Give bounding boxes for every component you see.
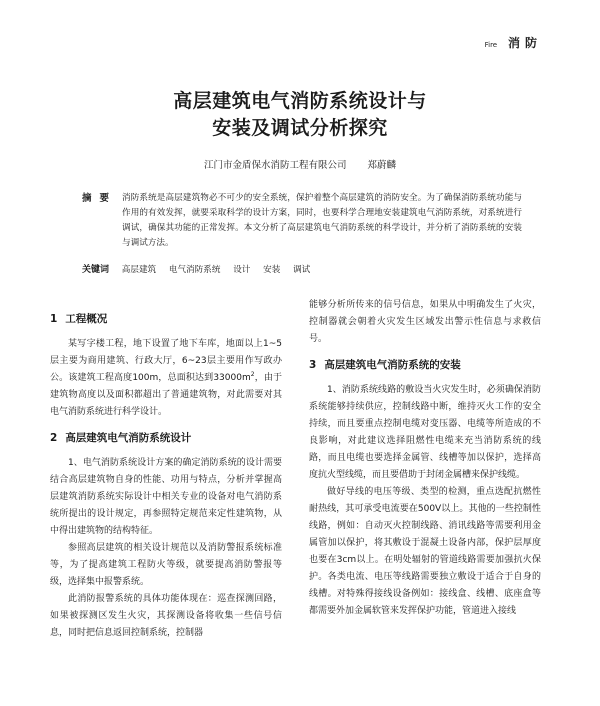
paragraph: 参照高层建筑的相关设计规范以及消防警报系统标准等，为了提高建筑工程防火等级，就要提高消防警报等级，选择集中报警系统。 <box>50 543 282 587</box>
section-number: 2 <box>50 432 58 444</box>
abstract-text: 消防系统是高层建筑物必不可少的安全系统，保护着整个高层建筑的消防安全。为了确保消防系统功能与作用的有效发挥，就要采取科学的设计方案，同时，也要科学合理地安装建筑电气消防系统，对系统进行调试，确保其功能的正常发挥。本文分析了高层建筑电气消防系统的科学设计，并分析了消防系统的安装与调试方法。 <box>122 193 522 248</box>
abstract <box>82 191 522 251</box>
section-title: 高层建筑电气消防系统设计 <box>65 432 192 444</box>
section-number: 1 <box>50 313 58 325</box>
keyword: 安装 <box>263 265 281 275</box>
paragraph: 做好导线的电压等级、类型的检测，重点选配抗燃性耐热线，其可承受电流要在500V以上。其他的一些控制性线路，例如：自动灭火控制线路、消讯线路等需要利用金属管加以保护，将其敷设于混凝土设备内部，保护层厚度也要在3cm以上。在明处辐射的管道线路需要加强抗火保护。各类电流、电压等线路需要独立敷设于适合于自身的线槽。对特殊得接线设备例如：接线盒、线槽、底座盒等都需要外加金属软管来发挥保护功能，管道进入接线 <box>309 487 541 616</box>
affiliation: 江门市金盾保水消防工程有限公司 <box>203 160 347 171</box>
section-title: 高层建筑电气消防系统的安装 <box>324 359 461 371</box>
right-column <box>309 297 541 620</box>
keywords <box>82 262 320 275</box>
keyword: 设计 <box>233 265 251 275</box>
keywords-label: 关键词 <box>82 265 110 275</box>
paragraph-text: ，由于建筑物高度以及面积都超出了普通建筑物，对此需要对其电气消防系统进行科学设计。 <box>50 373 282 417</box>
abstract-label: 摘要 <box>82 193 118 204</box>
paragraph-text: 某写字楼工程，地下设置了地下车库，地面以上1~5层主要为商用建筑、行政大厅，6~23层主要用作写政办公。该建筑工程高度100m，总面积达到33000m <box>50 339 282 383</box>
left-column <box>50 302 282 642</box>
title-line-2: 安装及调试分析探究 <box>212 117 388 139</box>
paragraph <box>50 336 282 421</box>
section-heading <box>50 311 282 328</box>
keyword: 电气消防系统 <box>168 265 221 275</box>
section-heading <box>50 430 282 447</box>
keyword: 高层建筑 <box>121 265 157 275</box>
paragraph: 1、消防系统线路的敷设当火灾发生时，必须确保消防系统能够持续供应，控制线路中断，维持灭火工作的安全持续，而且要重点控制电缆对变压器、电缆等所造成的不良影响，对此建议选择阻燃性电缆来充当消防系统的线路，而且电缆也要选择金属管、线槽等加以保护，选择高度抗火型线缆，而且要借助于封闭金属槽来保护线缆。 <box>309 385 541 480</box>
section-title: 工程概况 <box>65 313 108 325</box>
paragraph: 能够分析所传来的信号信息，如果从中明确发生了火灾，控制器就会朝着火灾发生区域发出警示性信息与求救信号。 <box>309 300 541 344</box>
section-heading <box>309 357 541 374</box>
keyword: 调试 <box>293 265 311 275</box>
author-name: 郑蔚麟 <box>367 160 397 171</box>
section-label: 消防 <box>507 36 542 50</box>
paragraph: 此消防报警系统的具体功能体现在：巡查探测回路，如果被探测区发生火灾，其探测设备将收集一些信号信息，同时把信息返回控制系统，控制器 <box>50 594 282 638</box>
superscript: 2 <box>250 371 255 378</box>
section-number: 3 <box>309 359 317 371</box>
author-line <box>0 157 600 171</box>
title-line-1: 高层建筑电气消防系统设计与 <box>173 90 427 112</box>
fire-logo: Fire <box>484 41 498 49</box>
running-header <box>485 34 542 51</box>
paragraph: 1、电气消防系统设计方案的确定消防系统的设计需要结合高层建筑物自身的性能、功用与特点，分析并掌握高层建筑消防系统实际设计中相关专业的设备对电气消防系统所提出的设计规定，再参照特定规范来定性建筑物，从中得出建筑物的结构特征。 <box>50 458 282 536</box>
